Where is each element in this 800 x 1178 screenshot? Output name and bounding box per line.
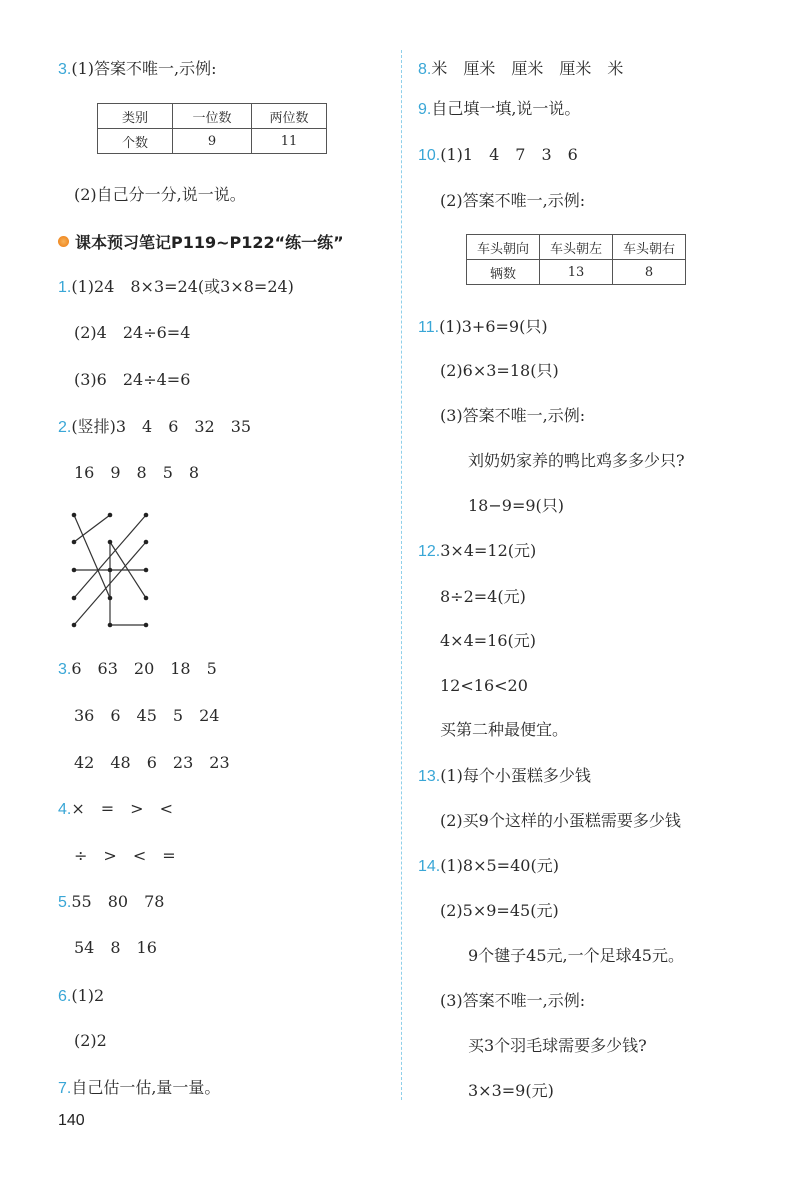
q11-question: 刘奶奶家养的鸭比鸡多多少只?	[468, 451, 685, 470]
q1-part1-text: (1)24 8×3=24(或3×8=24)	[71, 277, 294, 296]
match-dot	[72, 513, 77, 518]
q1-number: 1.	[58, 279, 72, 296]
q3-part2: (2)自己分一分,说一说。	[74, 185, 246, 204]
q9-number: 9.	[418, 101, 432, 118]
q10-part2: (2)答案不唯一,示例:	[440, 191, 586, 210]
q3b-part3: 42 48 6 23 23	[74, 753, 230, 772]
q1-part2: (2)4 24÷6=4	[74, 323, 191, 342]
match-dot	[144, 623, 149, 628]
q3b-number: 3.	[58, 661, 72, 678]
q3b-part1-text: 6 63 20 18 5	[71, 659, 217, 678]
q2-part2: 16 9 8 5 8	[74, 463, 200, 482]
table-header-cell: 车头朝右	[613, 235, 686, 260]
table-cell: 个数	[98, 129, 173, 154]
q9-text: 自己填一填,说一说。	[431, 99, 581, 118]
table-header-cell: 类别	[98, 104, 173, 129]
q3-part1-text: (1)答案不唯一,示例:	[71, 59, 217, 78]
table-header-cell: 车头朝向	[467, 235, 540, 260]
q2-part1	[58, 416, 251, 439]
q2-number: 2.	[58, 419, 72, 436]
match-dot	[72, 623, 77, 628]
q14-answer: 3×3=9(元)	[468, 1081, 554, 1100]
q8-text: 米 厘米 厘米 厘米 米	[431, 59, 624, 78]
q4-part1	[58, 798, 173, 821]
q5-part2: 54 8 16	[74, 938, 157, 957]
q1-part1	[58, 276, 294, 299]
bullet-icon	[58, 236, 69, 247]
q12-number: 12.	[418, 543, 441, 560]
q3b-part2: 36 6 45 5 24	[74, 706, 220, 725]
q8-number: 8.	[418, 61, 432, 78]
q7-number: 7.	[58, 1080, 72, 1097]
q13-part1	[418, 765, 591, 788]
match-dot	[72, 568, 77, 573]
q12-part3: 4×4=16(元)	[440, 631, 537, 650]
q13-part1-text: (1)每个小蛋糕多少钱	[440, 766, 591, 785]
q7-text: 自己估一估,量一量。	[71, 1078, 221, 1097]
match-dot	[144, 540, 149, 545]
match-dot	[144, 513, 149, 518]
q3b-part1	[58, 658, 217, 681]
table-cell: 11	[252, 129, 327, 154]
match-dot	[72, 596, 77, 601]
q11-part1	[418, 316, 548, 339]
match-dot	[108, 623, 113, 628]
q6-part2: (2)2	[74, 1031, 107, 1050]
section-title-text: 课本预习笔记P119~P122“练一练”	[75, 233, 344, 252]
category-count-table	[97, 103, 327, 154]
q12-part4: 12<16<20	[440, 676, 528, 695]
q11-number: 11.	[418, 319, 440, 336]
q11-part1-text: (1)3+6=9(只)	[439, 317, 548, 336]
q12-part1-text: 3×4=12(元)	[440, 541, 537, 560]
table-header-cell: 车头朝左	[540, 235, 613, 260]
q12-part2: 8÷2=4(元)	[440, 587, 526, 606]
match-dot	[72, 540, 77, 545]
q6-part1-text: (1)2	[71, 986, 105, 1005]
q14-part3: (3)答案不唯一,示例:	[440, 991, 586, 1010]
q4-part2: ÷ > < =	[74, 846, 176, 865]
q3-part1	[58, 58, 217, 81]
match-dot	[144, 568, 149, 573]
table-cell: 8	[613, 260, 686, 285]
q13-number: 13.	[418, 768, 441, 785]
match-dot	[108, 513, 113, 518]
q6-part1	[58, 985, 104, 1008]
car-direction-table	[466, 234, 686, 285]
q1-part3: (3)6 24÷4=6	[74, 370, 191, 389]
q4-part1-text: × = > <	[71, 799, 173, 818]
q8	[418, 58, 623, 81]
q9	[418, 98, 580, 121]
q6-number: 6.	[58, 988, 72, 1005]
q10-part1-text: (1)1 4 7 3 6	[440, 145, 578, 164]
q5-part1	[58, 891, 164, 914]
match-dot	[144, 596, 149, 601]
q12-part1	[418, 540, 536, 563]
q4-number: 4.	[58, 801, 72, 818]
q12-part5: 买第二种最便宜。	[440, 720, 569, 739]
matching-diagram	[66, 505, 156, 635]
q3-number: 3.	[58, 61, 72, 78]
q14-number: 14.	[418, 858, 441, 875]
q13-part2: (2)买9个这样的小蛋糕需要多少钱	[440, 811, 681, 830]
table-cell: 辆数	[467, 260, 540, 285]
q14-part1-text: (1)8×5=40(元)	[440, 856, 559, 875]
column-divider	[401, 50, 402, 1100]
table-cell: 9	[173, 129, 252, 154]
q11-part2: (2)6×3=18(只)	[440, 361, 559, 380]
table-cell: 13	[540, 260, 613, 285]
q5-number: 5.	[58, 894, 72, 911]
page-number: 140	[58, 1112, 85, 1129]
q11-part3: (3)答案不唯一,示例:	[440, 406, 586, 425]
q5-part1-text: 55 80 78	[71, 892, 165, 911]
match-dot	[108, 540, 113, 545]
table-header-cell: 两位数	[252, 104, 327, 129]
q11-answer: 18−9=9(只)	[468, 496, 565, 515]
table-header-cell: 一位数	[173, 104, 252, 129]
section-title	[58, 230, 344, 253]
q2-part1-text: (竖排)3 4 6 32 35	[71, 417, 252, 436]
q7	[58, 1077, 220, 1100]
q10-number: 10.	[418, 147, 441, 164]
q14-part2-note: 9个毽子45元,一个足球45元。	[468, 946, 684, 965]
match-dot	[108, 568, 113, 573]
match-dot	[108, 596, 113, 601]
q14-question: 买3个羽毛球需要多少钱?	[468, 1036, 647, 1055]
q10-part1	[418, 144, 578, 167]
q14-part1	[418, 855, 559, 878]
q14-part2: (2)5×9=45(元)	[440, 901, 559, 920]
match-line	[74, 515, 110, 598]
